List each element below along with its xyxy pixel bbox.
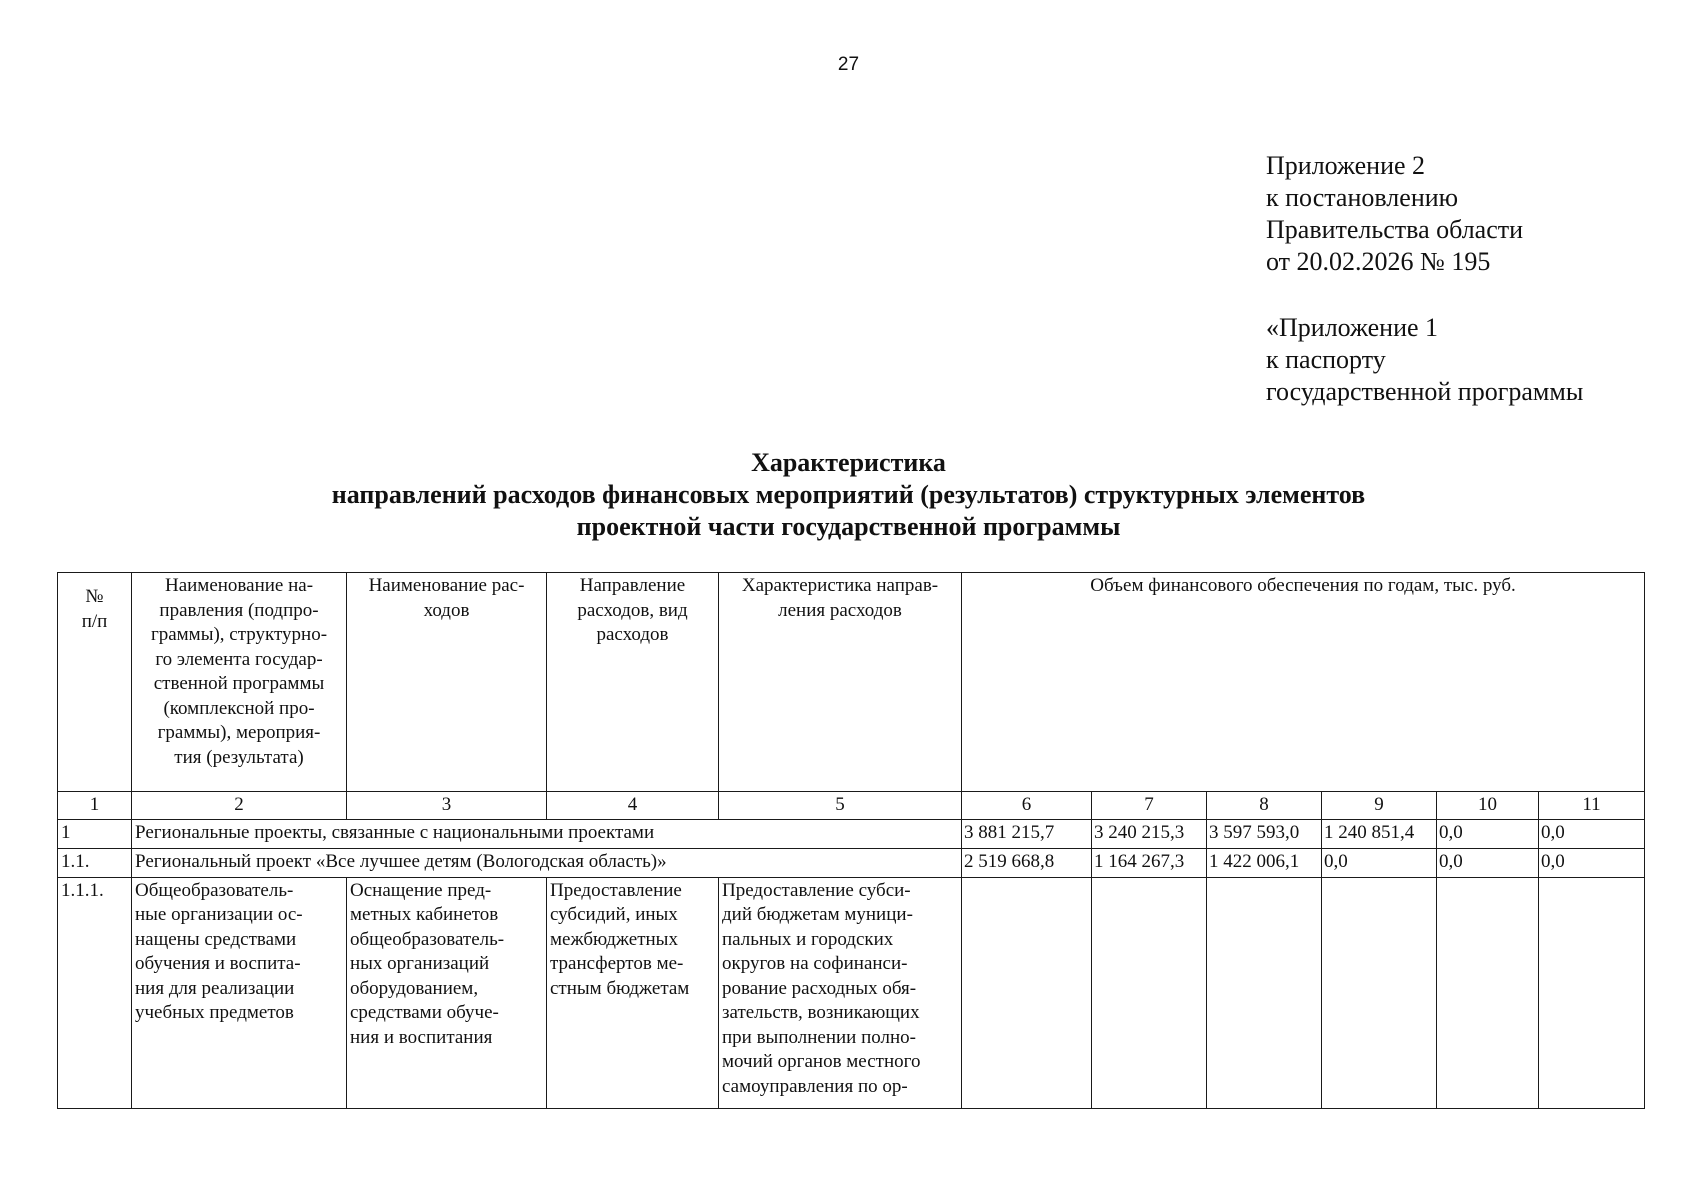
row-value: 2 519 668,8 [962,848,1092,877]
row-num: 1 [58,819,132,848]
document-title-line: проектной части государственной программы [576,512,1121,541]
detail-value [1437,877,1539,1108]
annex-2-line: Правительства области [1266,215,1524,244]
detail-value [1207,877,1322,1108]
table-header-row [58,573,1645,792]
header-expense-name: Наименование рас- ходов [347,573,547,792]
row-value: 0,0 [1539,819,1645,848]
row-num: 1.1. [58,848,132,877]
detail-characteristic: Предоставление субси- дий бюджетам муници- пальных и городских округов на софинанси- рование расходных обя- зательств, возникающих при выполнении полно- мочий органов местного самоуправления по ор- [719,877,962,1108]
row-label: Региональный проект «Все лучшее детям (Вологодская область)» [132,848,962,877]
row-value: 3 881 215,7 [962,819,1092,848]
column-number: 4 [547,792,719,820]
detail-value [1092,877,1207,1108]
annex-1-title: «Приложение 1 [1266,313,1439,342]
table-row [58,848,1645,877]
document-title-line: Характеристика [751,448,946,477]
financing-table [57,572,1645,1109]
annex-1-line: к паспорту [1266,345,1386,374]
header-volume: Объем финансового обеспечения по годам, тыс. руб. [962,573,1645,792]
column-number: 9 [1322,792,1437,820]
row-num: 1.1.1. [58,877,132,1108]
header-name: Наименование на- правления (подпро- граммы), структурно- го элемента государ- ственной программы (комплексной про- граммы), мероприя- тия (результата) [132,573,347,792]
document-title-line: направлений расходов финансовых мероприятий (результатов) структурных элементов [331,480,1366,509]
annex-2-block [1266,150,1523,278]
detail-expense-name: Оснащение пред- метных кабинетов общеобразователь- ных организаций оборудованием, средствами обуче- ния и воспитания [347,877,547,1108]
column-number-row [58,792,1645,820]
detail-value [1322,877,1437,1108]
row-value: 1 240 851,4 [1322,819,1437,848]
row-value: 0,0 [1437,819,1539,848]
column-number: 2 [132,792,347,820]
annex-1-line: государственной программы [1266,377,1584,406]
detail-value [962,877,1092,1108]
row-value: 0,0 [1539,848,1645,877]
column-number: 6 [962,792,1092,820]
column-number: 11 [1539,792,1645,820]
row-value: 3 597 593,0 [1207,819,1322,848]
row-value: 1 164 267,3 [1092,848,1207,877]
row-value: 1 422 006,1 [1207,848,1322,877]
detail-value [1539,877,1645,1108]
header-num: № п/п [58,573,132,792]
annex-2-date-number: от 20.02.2026 № 195 [1266,247,1491,276]
column-number: 3 [347,792,547,820]
page-number: 27 [837,54,860,75]
column-number: 10 [1437,792,1539,820]
row-value: 0,0 [1322,848,1437,877]
column-number: 7 [1092,792,1207,820]
table-row-detail [58,877,1645,1108]
annex-2-title: Приложение 2 [1266,151,1426,180]
detail-name: Общеобразователь- ные организации ос- нащены средствами обучения и воспита- ния для реализации учебных предметов [132,877,347,1108]
document-title [0,447,1697,543]
row-value: 3 240 215,3 [1092,819,1207,848]
annex-2-line: к постановлению [1266,183,1459,212]
detail-direction: Предоставление субсидий, иных межбюджетных трансфертов ме- стным бюджетам [547,877,719,1108]
header-direction: Направление расходов, вид расходов [547,573,719,792]
header-characteristic: Характеристика направ- ления расходов [719,573,962,792]
annex-1-block [1266,312,1583,408]
row-value: 0,0 [1437,848,1539,877]
column-number: 8 [1207,792,1322,820]
row-label: Региональные проекты, связанные с национальными проектами [132,819,962,848]
column-number: 1 [58,792,132,820]
column-number: 5 [719,792,962,820]
table-row [58,819,1645,848]
